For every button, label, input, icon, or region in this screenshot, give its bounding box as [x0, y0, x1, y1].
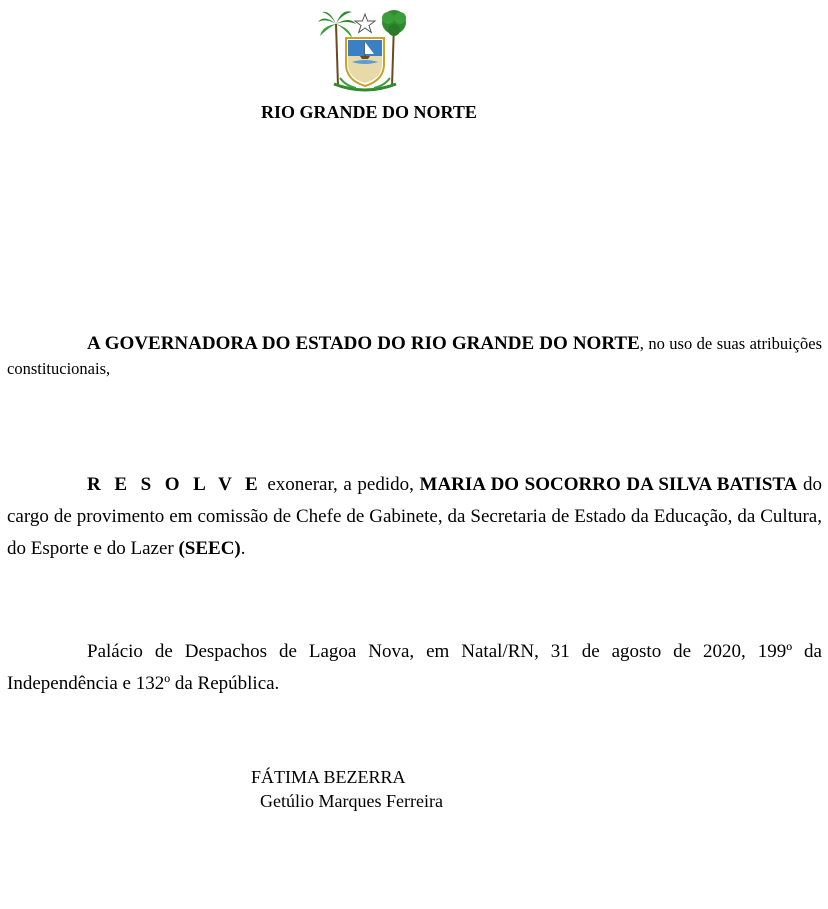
- person-name: MARIA DO SOCORRO DA SILVA BATISTA: [419, 474, 798, 495]
- state-name-heading: RIO GRANDE DO NORTE: [261, 102, 477, 122]
- resolve-keyword: R E S O L V E: [87, 474, 262, 495]
- cosigner-name: Getúlio Marques Ferreira: [260, 791, 443, 811]
- right-palm-tree-icon: [382, 10, 406, 86]
- authority-text: , no uso de suas atribuições constitucionais,: [7, 334, 822, 378]
- shield-icon: [346, 38, 384, 86]
- resolution-text-1: exonerar, a pedido,: [261, 474, 420, 495]
- agency-acronym: (SEEC): [178, 538, 241, 559]
- star-icon: [355, 14, 375, 33]
- paragraph-authority: [7, 331, 822, 381]
- rio-grande-do-norte-coat-of-arms-icon: [316, 6, 414, 96]
- resolution-text-2: do cargo de provimento em comissão de Chefe de Gabinete, da Secretaria de Estado da Educação, da Cultura, do Esporte e do Lazer: [7, 474, 823, 559]
- authority-name: A GOVERNADORA DO ESTADO DO RIO GRANDE DO NORTE: [87, 333, 640, 354]
- paragraph-resolution: [7, 469, 822, 565]
- resolution-end: .: [240, 538, 246, 559]
- signer-name: FÁTIMA BEZERRA: [251, 767, 406, 787]
- paragraph-place-date: Palácio de Despachos de Lagoa Nova, em Natal/RN, 31 de agosto de 2020, 199º da Independência e 132º da República.: [7, 641, 822, 694]
